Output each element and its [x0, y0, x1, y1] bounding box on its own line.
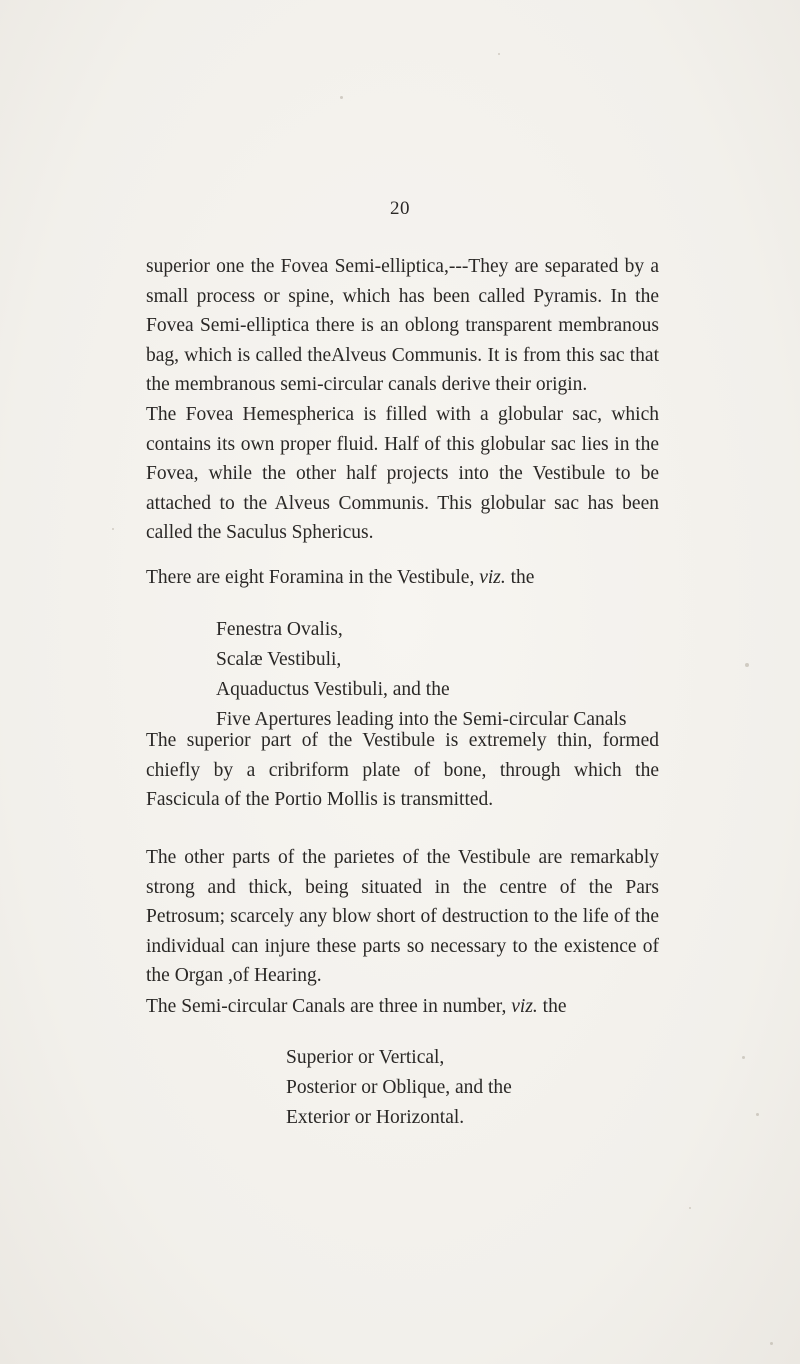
list-item: Superior or Vertical, — [286, 1047, 445, 1068]
paper-speck — [745, 663, 749, 667]
text-run: the — [505, 567, 535, 588]
paper-speck — [112, 528, 114, 530]
paragraph-parietes — [146, 843, 659, 991]
paper-speck — [756, 1113, 759, 1116]
page-number: 20 — [390, 198, 410, 219]
paragraph-superior-part — [146, 726, 659, 815]
list-item: Posterior or Oblique, and the — [286, 1077, 512, 1098]
text-run: The Semi-circular Canals are three in number, — [146, 996, 512, 1017]
paragraph-text — [146, 992, 659, 1022]
paragraph-fovea-hemespherica — [146, 400, 659, 548]
paragraph-text — [146, 563, 659, 593]
canals-list — [286, 1043, 512, 1133]
paper-speck — [770, 1342, 773, 1345]
italic-viz: viz. — [511, 996, 538, 1017]
paragraph-canals-intro — [146, 992, 659, 1022]
italic-viz: viz. — [479, 567, 506, 588]
paragraph-text: The other parts of the parietes of the Vestibule are remarkably strong and thick, being situated in the centre of the Pars Petrosum; scarcely any blow short of destruction to the life of the individual can injure these parts so necessary to the existence of the Organ ,of Hearing. — [146, 847, 659, 986]
paper-speck — [498, 53, 500, 55]
paragraph-fovea-semi-elliptica — [146, 252, 659, 400]
text-run: There are eight Foramina in the Vestibule, — [146, 567, 480, 588]
paragraph-text: The Fovea Hemespherica is filled with a globular sac, which contains its own proper fluid. Half of this globular sac lies in the Fovea, while the other half projects into the Vestibule to be attached to the Alveus Communis. This globular sac has been called the Saculus Sphericus. — [146, 404, 659, 543]
paper-speck — [340, 96, 343, 99]
list-item: Aquaductus Vestibuli, and the — [216, 679, 450, 700]
text-run: the — [537, 996, 567, 1017]
list-item: Scalæ Vestibuli, — [216, 649, 342, 670]
list-item: Five Apertures leading into the Semi-circular Canals — [216, 709, 627, 730]
paragraph-text: superior one the Fovea Semi-elliptica,---They are separated by a small process or spine, which has been called Pyramis. In the Fovea Semi-elliptica there is an oblong transparent membranous bag, which is called theAlveus Communis. It is from this sac that the membranous semi-circular canals derive their origin. — [146, 256, 659, 395]
paper-speck — [689, 1207, 691, 1209]
foramina-list — [216, 615, 626, 735]
list-item: Fenestra Ovalis, — [216, 619, 343, 640]
paragraph-foramina-intro — [146, 563, 659, 593]
list-item: Exterior or Horizontal. — [286, 1107, 465, 1128]
paragraph-text: The superior part of the Vestibule is extremely thin, formed chiefly by a cribriform plate of bone, through which the Fascicula of the Portio Mollis is transmitted. — [146, 730, 659, 810]
paper-speck — [742, 1056, 745, 1059]
